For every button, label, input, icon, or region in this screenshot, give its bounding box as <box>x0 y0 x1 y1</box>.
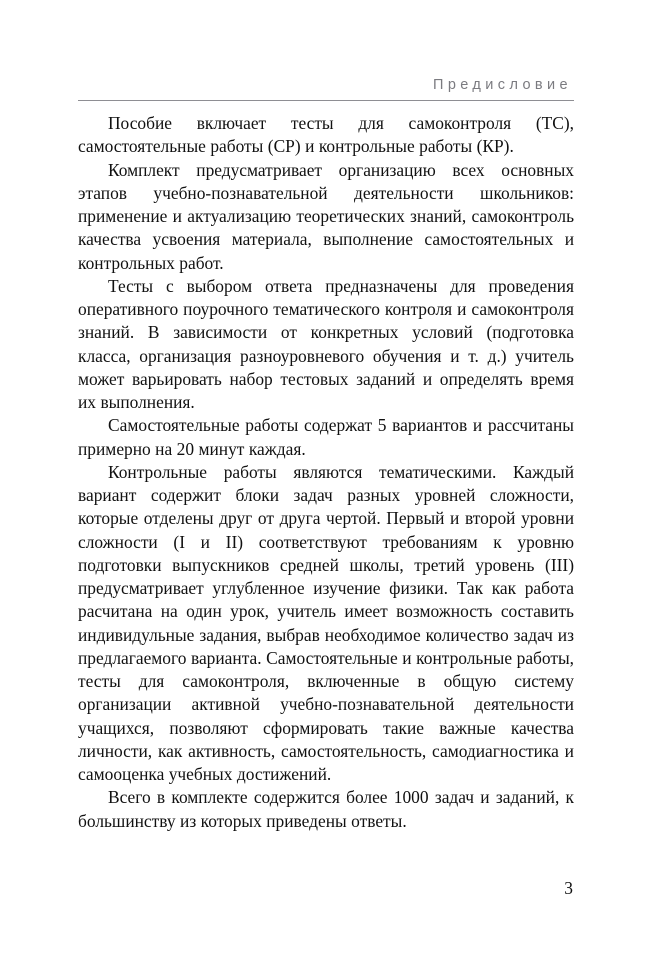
paragraph: Контрольные работы являются тематическими. Каждый вариант содержит блоки задач разных уровней сложности, которые отделены друг от друга чертой. Первый и второй уровни сложности (I и II) соответствуют требованиям к уровню подготовки выпускников средней школы, третий уровень (III) предусматривает углубленное изучение физики. Так как работа расчитана на один урок, учитель имеет возможность составить индивидульные задания, выбрав необходимое количество задач из предлагаемого варианта. Самостоятельные и контрольные работы, тесты для самоконтроля, включенные в общую систему организации активной учебно-познавательной деятельности учащихся, позволяют сформировать такие важные качества личности, как активность, самостоятельность, самодиагностика и самооценка учебных достижений. <box>78 461 574 784</box>
running-head-title: Предисловие <box>433 77 572 93</box>
paragraph: Комплект предусматривает организацию всех основных этапов учебно-познавательной деятельности школьников: применение и актуализацию теоретических знаний, самоконтроль качества усвоения материала, выполнение самостоятельных и контрольных работ. <box>78 159 574 273</box>
header-divider-rule <box>78 100 574 101</box>
body-text-block <box>78 112 574 833</box>
paragraph: Всего в комплекте содержится более 1000 задач и заданий, к большинству из которых приведены ответы. <box>78 787 574 831</box>
paragraph: Самостоятельные работы содержат 5 вариантов и рассчитаны примерно на 20 минут каждая. <box>78 415 574 459</box>
paragraph: Тесты с выбором ответа предназначены для проведения оперативного поурочного тематического контроля и самоконтроля знаний. В зависимости от конкретных условий (подготовка класса, организация разноуровневого обучения и т. д.) учитель может варьировать набор тестовых заданий и определять время их выполнения. <box>78 275 574 412</box>
page-number: 3 <box>564 878 573 898</box>
paragraph: Пособие включает тесты для самоконтроля (ТС), самостоятельные работы (СР) и контрольные работы (КР). <box>78 113 574 157</box>
